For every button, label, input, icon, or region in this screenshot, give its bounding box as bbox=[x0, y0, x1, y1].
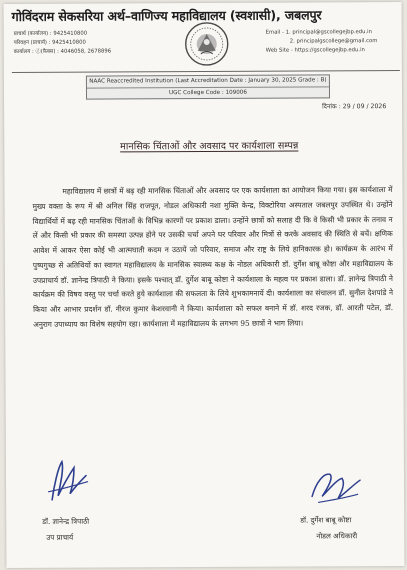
header-divider bbox=[12, 70, 400, 73]
contact-line: परिवहन (प्राचार्य) : 9425410800 bbox=[13, 39, 86, 46]
email-line: 2. principalgscollege@gmail.com bbox=[289, 38, 378, 45]
right-signatory bbox=[300, 512, 357, 544]
signature-vice-principal bbox=[44, 456, 92, 506]
letter-date: दिनांक : 29 / 09 / 2026 bbox=[322, 103, 387, 111]
signatory-title: नोडल अधिकारी bbox=[316, 531, 358, 541]
left-contact-block bbox=[14, 29, 111, 57]
naac-text: NAAC Reaccredited Institution (Last Accreditation Date : January 30, 2025 Grade : B) bbox=[89, 77, 327, 85]
letter-page bbox=[4, 2, 405, 568]
contact-line: प्राचार्य (कार्यालय) : 9425410800 bbox=[13, 30, 88, 37]
signatory-title: उप प्राचार्य bbox=[46, 532, 74, 542]
signatory-name: डॉ. ज्ञानेन्द्र त्रिपाठी bbox=[42, 516, 90, 526]
body-paragraph: महाविद्यालय में छात्रों में बढ़ रही मानसिक चिंताओं और अवसाद पर एक कार्यशाला का आयोजन किया गया। इस कार्यशाला में मुख्य वक्ता के रूप में श्री अनिल सिंह राजपूत, नोडल अधिकारी नशा मुक्ति केन्द्र, विक्टोरिया अस्पताल जबलपुर उपस्थित थे। उन्होंने विद्यार्थियों में बढ़ रही मानसिक चिंताओं के विभिन्न कारणों पर प्रकाश डाला। उन्होंने छात्रों को सलाह दी कि वे किसी भी प्रकार के तनाव न लें और किसी भी प्रकार की समस्या उत्पन्न होने पर उसकी चर्चा अपने घर परिवार और मित्रों से करके अवसाद की स्थिति से बचें। क्षणिक आवेश में आकर ऐसा कोई भी आत्मघाती कदम न उठायें जो परिवार, समाज और राष्ट्र के लिये हानिकारक हो। कार्यक्रम के आरंभ में पुष्पगुच्छ से अतिथियों का स्वागत महाविद्यालय के मानसिक स्वास्थ्य कक्ष के नोडल अधिकारी डॉ. दुर्गेश बाबू कोष्टा और महाविद्यालय के उपप्राचार्य डॉ. ज्ञानेन्द्र त्रिपाठी ने किया। इसके पश्चात् डॉ. दुर्गेश बाबू कोष्टा ने कार्यशाला के महत्व पर प्रकाश डाला। डॉ. ज्ञानेन्द्र त्रिपाठी ने कार्यक्रम की विषय वस्तु पर चर्चा करते हुये कार्यशाला की सफलता के लिये शुभकामनायें दी। कार्यशाला का संचालन डॉ. सुनील देशपांडे ने किया और आभार प्रदर्शन डॉ. नीरज कुमार केशरवानी ने किया। कार्यशाला को सफल बनाने में डॉ. शरद रजक, डॉ. आरती पटेल, डॉ. अनुराग उपाध्याय का विशेष सहयोग रहा। कार्यशाला में महाविद्यालय के लगभग 95 छात्रों ने भाग लिया। bbox=[32, 185, 394, 329]
signature-nodal-officer bbox=[306, 462, 366, 508]
email-line: Email - 1. principal@gscollegejbp.edu.in bbox=[265, 29, 373, 36]
ugc-code: UGC College Code : 109006 bbox=[87, 86, 329, 99]
contact-line: कार्यालय : ⓕ(फ़ैक्स) : 4046058, 2678896 bbox=[13, 48, 112, 55]
college-name: गोविंदराम सेकसरिया अर्थ–वाणिज्य महाविद्यालय (स्वशासी), जबलपुर bbox=[11, 7, 322, 25]
website-line: Web Site - https://gscollegejbp.edu.in bbox=[265, 47, 365, 54]
college-emblem-icon bbox=[184, 21, 230, 67]
accreditation-box bbox=[86, 74, 330, 99]
signatory-name: डॉ. दुर्गेश बाबू कोष्टा bbox=[300, 515, 352, 525]
document-heading: मानसिक चिंताओं और अवसाद पर कार्यशाला सम्पन्न bbox=[120, 140, 299, 153]
left-signatory bbox=[42, 514, 89, 546]
right-contact-block bbox=[266, 28, 378, 56]
